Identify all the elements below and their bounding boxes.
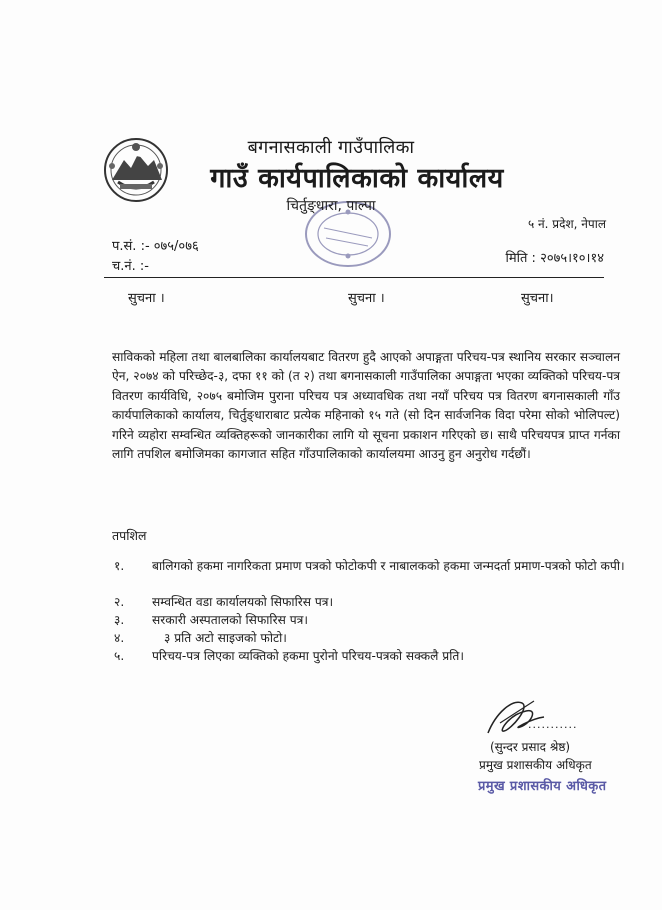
header-divider <box>104 277 604 278</box>
signature-line: ........... <box>528 718 578 731</box>
list-item-text: परिचय-पत्र लिएका व्यक्तिको हकमा पुरोनो परिचय-पत्रको सक्कलै प्रति। <box>152 649 464 663</box>
list-item-text: बालिगको हकमा नागरिकता प्रमाण पत्रको फोटोकपी र नाबालकको हकमा जन्मदर्ता प्रमाण-पत्रको फोटो कपी। <box>152 559 625 573</box>
list-item-text: सरकारी अस्पतालको सिफारिस पत्र। <box>152 613 308 627</box>
document-date: मिति : २०७५।१०।१४ <box>505 251 604 266</box>
list-item <box>114 557 634 597</box>
list-item-number: १. <box>114 559 125 573</box>
signer-title: प्रमुख प्रशासकीय अधिकृत <box>479 758 592 772</box>
notice-heading-right: सुचना। <box>521 291 554 306</box>
list-item <box>114 629 634 649</box>
list-item-number: ३. <box>114 613 125 627</box>
list-item <box>114 611 634 631</box>
notice-heading-center: सुचना । <box>348 291 385 306</box>
org-name: बगनासकाली गाउँपालिका <box>247 137 415 158</box>
province-label: ५ नं. प्रदेश, नेपाल <box>527 217 606 231</box>
list-item-number: ५. <box>114 649 125 663</box>
notice-heading-left: सुचना । <box>128 291 165 306</box>
notice-body-paragraph: साविकको महिला तथा बालबालिका कार्यालयबाट वितरण हुदै आएको अपाङ्गता परिचय-पत्र स्थानिय सरकार सञ्चालन ऐन, २०७४ को परिच्छेद-३, दफा ११ को (त २) तथा बगनासकाली गाउँपालिका अपाङ्गता भएका व्यक्तिको परिचय-पत्र वितरण कार्यविधि, २०७५ बमोजिम पुराना परिचय पत्र अध्यावधिक तथा नयाँ परिचय पत्र वितरण बगनासकाली गाँउ कार्यपालिकाको कार्यालय, चिर्तुङ्धाराबाट प्रत्येक महिनाको १५ गते (सो दिन सार्वजनिक विदा परेमा सोको भोलिपल्ट) गरिने व्यहोरा सम्वन्धित व्यक्तिहरूको जानकारीका लागि यो सूचना प्रकाशन गरिएको छ। साथै परिचयपत्र प्राप्त गर्नका लागि तपशिल बमोजिमका कागजात सहित गाँउपालिकाको कार्यालयमा आउनु हुन अनुरोध गर्दछौं। <box>112 350 620 462</box>
list-item-text: ३ प्रति अटो साइजको फोटो। <box>164 631 287 645</box>
list-item-text: सम्वन्धित वडा कार्यालयको सिफारिस पत्र। <box>152 595 334 609</box>
list-item-number: २. <box>114 595 125 609</box>
signer-name: (सुन्दर प्रसाद श्रेष्ठ) <box>490 740 571 754</box>
dispatch-number: च.नं. :- <box>112 259 149 274</box>
list-item <box>114 593 634 613</box>
office-name: गाउँ कार्यपालिकाको कार्यालय <box>210 163 504 194</box>
office-address: चिर्तुङ्धारा, पाल्पा <box>286 198 376 214</box>
signer-seal-title: प्रमुख प्रशासकीय अधिकृत <box>478 779 607 794</box>
list-item-number: ४. <box>114 631 125 645</box>
reference-number: प.सं. :- ०७५/०७६ <box>112 239 199 254</box>
section-heading: तपशिल <box>112 528 147 543</box>
list-item <box>114 647 634 667</box>
